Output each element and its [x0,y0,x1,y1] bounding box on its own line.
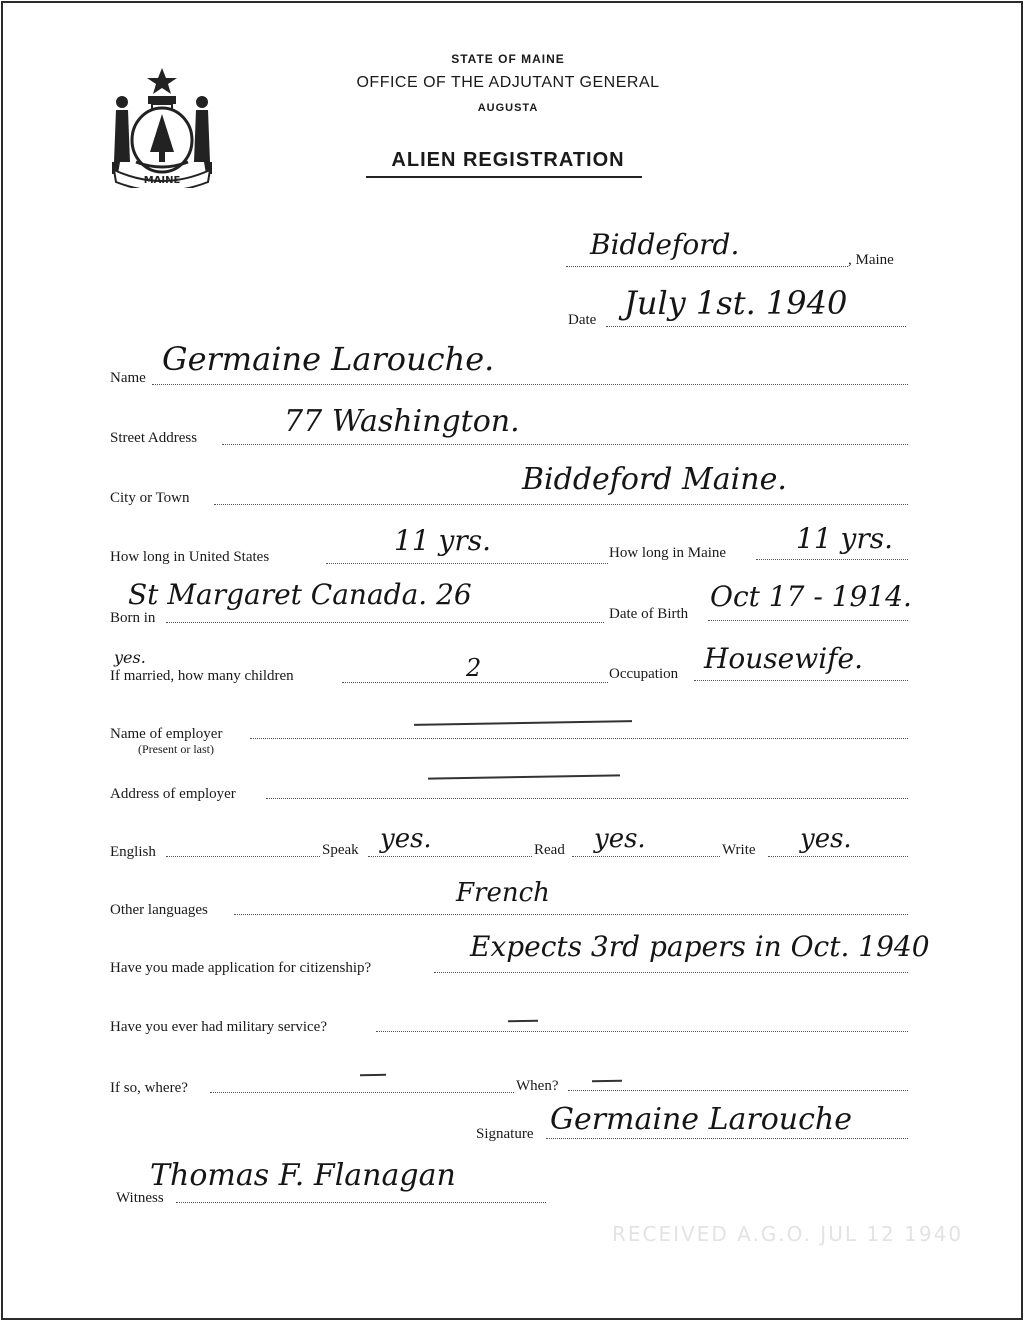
name-line [152,384,908,385]
witness-label: Witness [116,1190,164,1206]
city-entry: Biddeford Maine. [522,462,787,497]
speak-line [368,856,532,857]
received-stamp: RECEIVED A.G.O. JUL 12 1940 [612,1222,964,1246]
city-label: City or Town [110,490,190,506]
read-label: Read [534,842,565,858]
seal-banner-text: MAINE [143,175,181,186]
signature-entry: Germaine Larouche [550,1102,853,1137]
date-of-birth-entry: Oct 17 - 1914. [710,580,912,613]
speak-label: Speak [322,842,359,858]
when-line [568,1090,908,1091]
name-label: Name [110,370,146,386]
other-languages-entry: French [456,878,550,908]
write-line [768,856,908,857]
city-heading: AUGUSTA [477,102,539,114]
read-entry: yes. [594,824,646,854]
date-of-birth-line [708,620,908,621]
witness-line [176,1202,546,1203]
signature-label: Signature [476,1126,534,1142]
form-title: ALIEN REGISTRATION [391,149,625,171]
maine-label: , Maine [848,252,894,268]
witness-entry: Thomas F. Flanagan [150,1158,456,1193]
signature-line [546,1138,908,1139]
write-label: Write [722,842,756,858]
employer-name-label: Name of employer [110,726,223,742]
english-label: English [110,844,156,860]
occupation-label: Occupation [609,666,679,682]
how-long-us-entry: 11 yrs. [394,524,492,557]
how-long-us-line [326,563,608,564]
occupation-line [694,680,908,681]
born-in-line [166,622,604,623]
children-entry: 2 [466,654,482,682]
children-line [342,682,608,683]
how-long-maine-entry: 11 yrs. [796,522,894,555]
military-line [376,1031,908,1032]
english-line [166,856,320,857]
occupation-entry: Housewife. [704,642,864,675]
other-languages-label: Other languages [110,902,208,918]
date-label: Date [568,312,597,328]
citizenship-line [434,972,908,973]
date-line [606,326,906,327]
when-label: When? [516,1078,559,1094]
employer-name-note: (Present or last) [138,742,214,756]
where-line [210,1092,514,1093]
date-entry: July 1st. 1940 [624,284,848,322]
street-address-entry: 77 Washington. [284,404,520,439]
other-languages-line [234,914,908,915]
name-entry: Germaine Larouche. [162,340,495,378]
how-long-maine-line [756,559,908,560]
write-entry: yes. [800,824,852,854]
military-label: Have you ever had military service? [110,1019,327,1035]
married-note-entry: yes. [114,648,146,667]
town-line [566,266,848,267]
date-of-birth-label: Date of Birth [609,606,689,622]
city-line [214,504,908,505]
citizenship-label: Have you made application for citizenship? [110,960,372,976]
title-underline [366,176,642,178]
employer-address-line [266,798,908,799]
employer-address-label: Address of employer [110,786,236,802]
street-address-label: Street Address [110,430,198,446]
speak-entry: yes. [380,824,432,854]
read-line [572,856,720,857]
citizenship-entry: Expects 3rd papers in Oct. 1940 [470,930,930,963]
born-in-entry: St Margaret Canada. 26 [128,578,472,611]
how-long-maine-label: How long in Maine [609,545,727,561]
married-label: If married, how many children [110,668,294,684]
employer-name-line [250,738,908,739]
where-label: If so, where? [110,1080,188,1096]
office-heading: OFFICE OF THE ADJUTANT GENERAL [356,74,660,91]
how-long-us-label: How long in United States [110,549,270,565]
town-entry: Biddeford. [590,228,740,261]
born-in-label: Born in [110,610,156,626]
street-address-line [222,444,908,445]
state-heading: STATE OF MAINE [451,52,565,66]
document-border [1,1,1023,1320]
